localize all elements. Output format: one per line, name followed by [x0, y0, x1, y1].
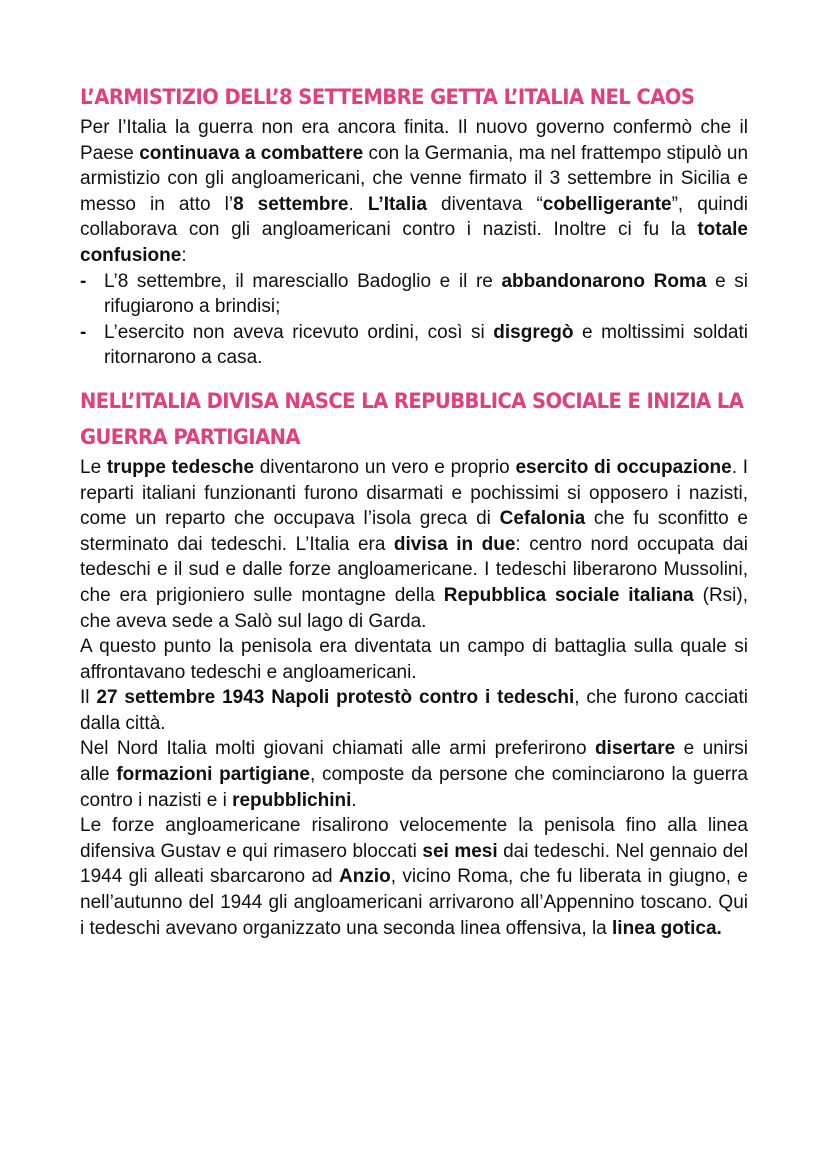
section-heading-repubblica [80, 383, 744, 455]
heading-line: GUERRA PARTIGIANA [80, 424, 301, 449]
bold-run: truppe tedesche [106, 456, 255, 478]
bold-run: divisa in due [393, 533, 516, 555]
text-run: Il [80, 687, 97, 709]
paragraph-occupazione [80, 455, 748, 634]
bold-run: 8 settembre [233, 193, 349, 215]
text-run: . [351, 789, 357, 811]
paragraph-partigiani [80, 736, 748, 813]
dash-list [80, 269, 748, 371]
bold-run: abbandonarono Roma [501, 270, 707, 292]
text-run: . I reparti italiani funzionanti furono disarmati e pochissimi si opposero i nazisti, come un reparto che occupava l’isola greca di [80, 456, 748, 530]
bold-run: cobelligerante [542, 193, 672, 215]
bold-run: 27 settembre 1943 Napoli protestò contro i tedeschi [96, 687, 575, 709]
paragraph-gustav-gotica [80, 813, 748, 941]
bold-run: formazioni partigiane [116, 764, 310, 786]
text-run: ”, quindi collaborava con gli angloamericani contro i nazisti. Inoltre ci fu la [80, 193, 748, 241]
paragraph-napoli [80, 685, 748, 736]
text-run: diventava “ [427, 193, 543, 215]
bold-run: totale confusione [80, 219, 748, 266]
dash-bullet-icon: - [80, 321, 87, 343]
text-run: L’8 settembre, il maresciallo Badoglio e il re [104, 270, 502, 292]
dash-bullet-icon: - [80, 270, 87, 292]
bold-run: Anzio [338, 866, 391, 888]
heading-line: NELL’ITALIA DIVISA NASCE LA REPUBBLICA SOCIALE E INIZIA LA [80, 388, 744, 413]
text-run: Le [80, 456, 107, 478]
section-heading-armistizio: L’ARMISTIZIO DELL’8 SETTEMBRE GETTA L’ITALIA NEL CAOS [80, 85, 695, 109]
text-run: L’esercito non aveva ricevuto ordini, così si [104, 321, 494, 343]
text-run: e moltissimi soldati ritornarono a casa. [104, 321, 748, 369]
text-run: , composte da persone che cominciarono la guerra contro i nazisti e i [80, 764, 748, 811]
text-run: . [348, 193, 368, 215]
paragraph-campo-battaglia: A questo punto la penisola era diventata un campo di battaglia sulla quale si affrontavano tedeschi e angloamericani. [80, 636, 748, 683]
paragraph-armistizio [80, 115, 748, 269]
bold-run: disertare [594, 738, 676, 760]
bold-run: Repubblica sociale italiana [443, 584, 694, 606]
text-run: che fu sconfitto e sterminato dai tedeschi. L’Italia era [80, 508, 748, 555]
text-run: , vicino Roma, che fu liberata in giugno, e nell’autunno del 1944 gli angloamericani arrivarono all’Appennino toscano. Qui i tedeschi avevano organizzato una seconda linea offensiva, la [80, 866, 748, 939]
bold-run: Cefalonia [499, 508, 586, 530]
text-run: e unirsi alle [80, 738, 748, 786]
bold-run: sei mesi [422, 840, 498, 862]
text-run: , che furono cacciati dalla città. [80, 687, 748, 734]
text-run: Nel Nord Italia molti giovani chiamati alle armi preferirono [80, 738, 595, 760]
text-run: (Rsi), che aveva sede a Salò sul lago di Garda. [80, 584, 748, 632]
bold-run: repubblichini [232, 789, 352, 811]
text-run: diventarono un vero e proprio [254, 456, 516, 478]
text-run: : centro nord occupata dai tedeschi e il sud e dalle forze angloamericane. I tedeschi liberarono Mussolini, che era prigioniero sulle montagne della [80, 533, 748, 606]
bold-run: linea gotica. [612, 917, 722, 939]
text-run: Per l’Italia la guerra non era ancora finita. Il nuovo governo confermò che il Paese [80, 117, 748, 164]
text-run: con la Germania, ma nel frattempo stipulò un armistizio con gli angloamericani, che venne firmato il 3 settembre in Sicilia e messo in atto l’ [80, 142, 749, 215]
bold-run: esercito di occupazione [515, 456, 732, 478]
bold-run: L’Italia [367, 193, 427, 215]
text-run: dai tedeschi. Nel gennaio del 1944 gli alleati sbarcarono ad [80, 840, 748, 888]
list-item [80, 269, 748, 320]
bold-run: disgregò [493, 321, 574, 343]
text-run: Le forze angloamericane risalirono velocemente la penisola fino alla linea difensiva Gustav e qui rimasero bloccati [80, 815, 748, 862]
list-item [80, 320, 748, 371]
text-run: : [181, 244, 187, 266]
document-content [80, 80, 748, 941]
bold-run: continuava a combattere [139, 142, 364, 164]
text-run: e si rifugiarono a brindisi; [104, 270, 748, 318]
